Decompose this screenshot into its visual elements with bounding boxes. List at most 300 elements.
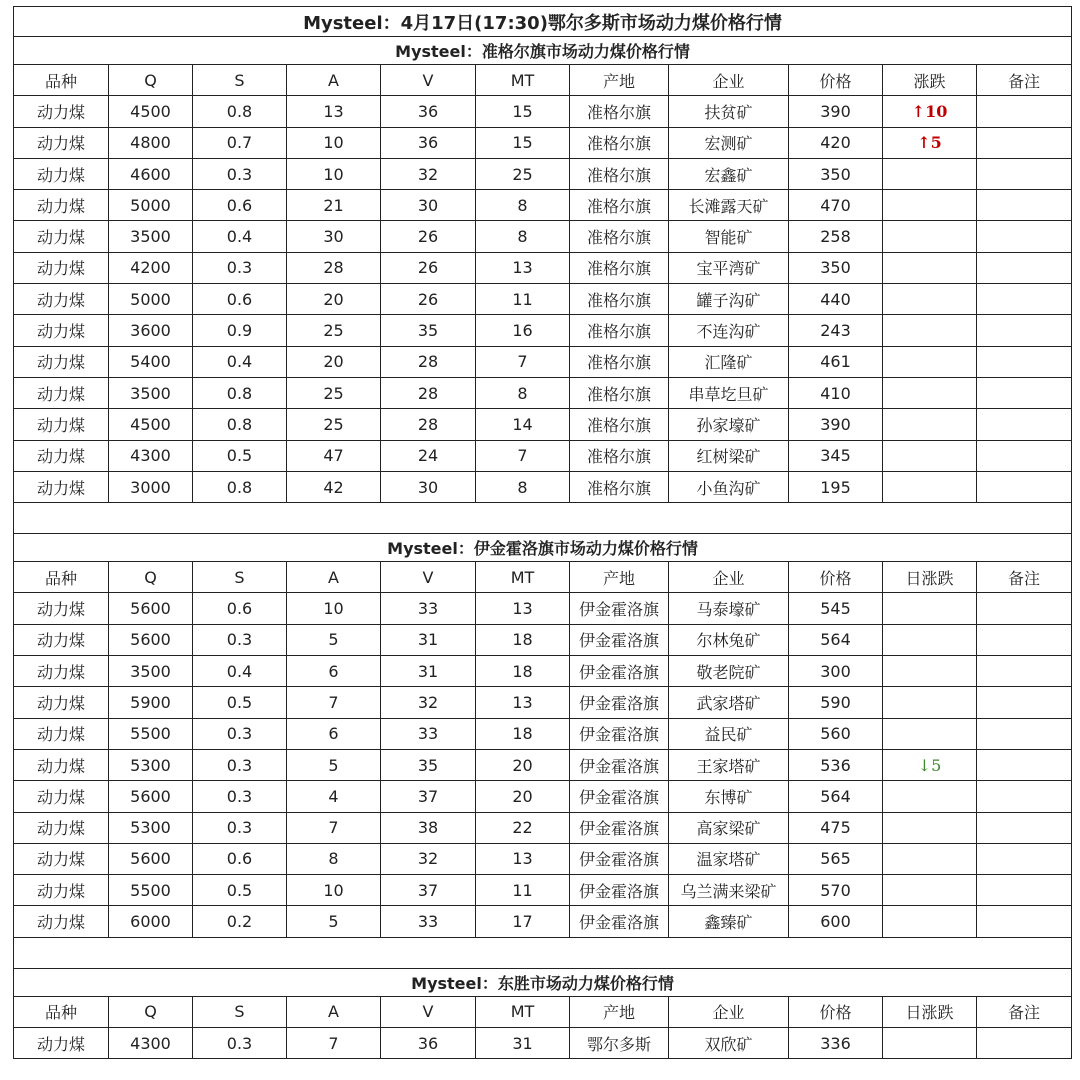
cell-origin: 鄂尔多斯 bbox=[570, 1028, 669, 1059]
cell-variety: 动力煤 bbox=[14, 190, 109, 221]
cell-variety: 动力煤 bbox=[14, 812, 109, 843]
table-row bbox=[14, 718, 1072, 749]
column-header-mt: MT bbox=[476, 996, 570, 1027]
column-header-a: A bbox=[287, 65, 381, 96]
cell-price: 545 bbox=[789, 593, 883, 624]
cell-a: 7 bbox=[287, 687, 381, 718]
cell-origin: 准格尔旗 bbox=[570, 190, 669, 221]
cell-origin: 伊金霍洛旗 bbox=[570, 781, 669, 812]
table-row bbox=[14, 843, 1072, 874]
cell-company: 乌兰满来梁矿 bbox=[669, 875, 789, 906]
column-header-change: 涨跌 bbox=[883, 65, 977, 96]
spacer-cell bbox=[14, 937, 1072, 968]
cell-variety: 动力煤 bbox=[14, 409, 109, 440]
column-header-s: S bbox=[193, 996, 287, 1027]
cell-mt: 18 bbox=[476, 656, 570, 687]
change-value: 5 bbox=[930, 133, 942, 153]
cell-variety: 动力煤 bbox=[14, 656, 109, 687]
table-row bbox=[14, 781, 1072, 812]
cell-variety: 动力煤 bbox=[14, 749, 109, 780]
column-header-s: S bbox=[193, 65, 287, 96]
cell-s: 0.9 bbox=[193, 315, 287, 346]
cell-a: 5 bbox=[287, 906, 381, 937]
table-row bbox=[14, 1028, 1072, 1059]
cell-v: 28 bbox=[381, 377, 476, 408]
cell-variety: 动力煤 bbox=[14, 315, 109, 346]
cell-price: 560 bbox=[789, 718, 883, 749]
cell-q: 5600 bbox=[109, 781, 193, 812]
cell-variety: 动力煤 bbox=[14, 718, 109, 749]
cell-mt: 7 bbox=[476, 440, 570, 471]
cell-remark bbox=[977, 812, 1072, 843]
cell-variety: 动力煤 bbox=[14, 221, 109, 252]
cell-price: 564 bbox=[789, 781, 883, 812]
cell-remark bbox=[977, 221, 1072, 252]
cell-a: 10 bbox=[287, 593, 381, 624]
cell-q: 3500 bbox=[109, 377, 193, 408]
column-header-origin: 产地 bbox=[570, 65, 669, 96]
cell-a: 5 bbox=[287, 624, 381, 655]
cell-change bbox=[883, 656, 977, 687]
cell-company: 双欣矿 bbox=[669, 1028, 789, 1059]
cell-v: 28 bbox=[381, 346, 476, 377]
cell-v: 33 bbox=[381, 593, 476, 624]
cell-a: 13 bbox=[287, 96, 381, 127]
cell-v: 33 bbox=[381, 718, 476, 749]
cell-origin: 准格尔旗 bbox=[570, 409, 669, 440]
cell-v: 35 bbox=[381, 749, 476, 780]
cell-origin: 伊金霍洛旗 bbox=[570, 906, 669, 937]
column-header-q: Q bbox=[109, 65, 193, 96]
cell-v: 38 bbox=[381, 812, 476, 843]
cell-mt: 8 bbox=[476, 190, 570, 221]
cell-v: 28 bbox=[381, 409, 476, 440]
cell-a: 21 bbox=[287, 190, 381, 221]
cell-v: 26 bbox=[381, 284, 476, 315]
section-title-row bbox=[14, 534, 1072, 562]
cell-change bbox=[883, 96, 977, 127]
column-header-company: 企业 bbox=[669, 996, 789, 1027]
table-row bbox=[14, 127, 1072, 158]
cell-q: 4800 bbox=[109, 127, 193, 158]
column-header-change: 日涨跌 bbox=[883, 996, 977, 1027]
cell-change bbox=[883, 875, 977, 906]
section-title-row bbox=[14, 968, 1072, 996]
cell-variety: 动力煤 bbox=[14, 158, 109, 189]
column-header-variety: 品种 bbox=[14, 65, 109, 96]
cell-v: 32 bbox=[381, 843, 476, 874]
cell-price: 350 bbox=[789, 252, 883, 283]
cell-v: 37 bbox=[381, 875, 476, 906]
cell-v: 36 bbox=[381, 1028, 476, 1059]
table-row bbox=[14, 221, 1072, 252]
cell-variety: 动力煤 bbox=[14, 781, 109, 812]
cell-s: 0.3 bbox=[193, 749, 287, 780]
cell-price: 461 bbox=[789, 346, 883, 377]
cell-remark bbox=[977, 624, 1072, 655]
column-header-a: A bbox=[287, 996, 381, 1027]
cell-origin: 伊金霍洛旗 bbox=[570, 749, 669, 780]
cell-q: 5500 bbox=[109, 875, 193, 906]
cell-company: 宏鑫矿 bbox=[669, 158, 789, 189]
cell-origin: 准格尔旗 bbox=[570, 284, 669, 315]
cell-mt: 13 bbox=[476, 593, 570, 624]
cell-s: 0.2 bbox=[193, 906, 287, 937]
cell-s: 0.3 bbox=[193, 781, 287, 812]
column-header-company: 企业 bbox=[669, 562, 789, 593]
cell-origin: 准格尔旗 bbox=[570, 315, 669, 346]
column-header-a: A bbox=[287, 562, 381, 593]
cell-q: 4600 bbox=[109, 158, 193, 189]
cell-a: 42 bbox=[287, 471, 381, 502]
cell-company: 不连沟矿 bbox=[669, 315, 789, 346]
cell-mt: 20 bbox=[476, 781, 570, 812]
cell-change bbox=[883, 593, 977, 624]
cell-variety: 动力煤 bbox=[14, 127, 109, 158]
cell-remark bbox=[977, 1028, 1072, 1059]
column-header-variety: 品种 bbox=[14, 562, 109, 593]
cell-mt: 11 bbox=[476, 284, 570, 315]
cell-remark bbox=[977, 440, 1072, 471]
cell-company: 王家塔矿 bbox=[669, 749, 789, 780]
cell-a: 47 bbox=[287, 440, 381, 471]
cell-mt: 8 bbox=[476, 471, 570, 502]
cell-remark bbox=[977, 749, 1072, 780]
cell-variety: 动力煤 bbox=[14, 284, 109, 315]
section-title: Mysteel：准格尔旗市场动力煤价格行情 bbox=[14, 37, 1072, 65]
cell-mt: 17 bbox=[476, 906, 570, 937]
cell-origin: 伊金霍洛旗 bbox=[570, 843, 669, 874]
cell-v: 24 bbox=[381, 440, 476, 471]
cell-mt: 7 bbox=[476, 346, 570, 377]
cell-price: 565 bbox=[789, 843, 883, 874]
cell-remark bbox=[977, 158, 1072, 189]
column-header-price: 价格 bbox=[789, 996, 883, 1027]
cell-v: 32 bbox=[381, 687, 476, 718]
cell-a: 20 bbox=[287, 346, 381, 377]
cell-s: 0.3 bbox=[193, 812, 287, 843]
cell-a: 30 bbox=[287, 221, 381, 252]
cell-price: 420 bbox=[789, 127, 883, 158]
cell-s: 0.3 bbox=[193, 1028, 287, 1059]
cell-company: 武家塔矿 bbox=[669, 687, 789, 718]
table-row bbox=[14, 906, 1072, 937]
column-header-remark: 备注 bbox=[977, 562, 1072, 593]
cell-change bbox=[883, 377, 977, 408]
column-header-v: V bbox=[381, 65, 476, 96]
column-header-v: V bbox=[381, 562, 476, 593]
cell-remark bbox=[977, 284, 1072, 315]
cell-price: 300 bbox=[789, 656, 883, 687]
cell-price: 336 bbox=[789, 1028, 883, 1059]
cell-q: 4300 bbox=[109, 1028, 193, 1059]
main-title-row bbox=[14, 7, 1072, 37]
column-header-v: V bbox=[381, 996, 476, 1027]
cell-company: 益民矿 bbox=[669, 718, 789, 749]
cell-change bbox=[883, 284, 977, 315]
cell-mt: 8 bbox=[476, 221, 570, 252]
cell-company: 扶贫矿 bbox=[669, 96, 789, 127]
cell-v: 37 bbox=[381, 781, 476, 812]
cell-company: 小鱼沟矿 bbox=[669, 471, 789, 502]
column-header-q: Q bbox=[109, 996, 193, 1027]
column-header-variety: 品种 bbox=[14, 996, 109, 1027]
table-row bbox=[14, 875, 1072, 906]
cell-remark bbox=[977, 781, 1072, 812]
cell-mt: 15 bbox=[476, 96, 570, 127]
cell-company: 长滩露天矿 bbox=[669, 190, 789, 221]
cell-company: 宏测矿 bbox=[669, 127, 789, 158]
cell-origin: 准格尔旗 bbox=[570, 252, 669, 283]
cell-remark bbox=[977, 190, 1072, 221]
cell-mt: 25 bbox=[476, 158, 570, 189]
cell-price: 410 bbox=[789, 377, 883, 408]
cell-s: 0.7 bbox=[193, 127, 287, 158]
column-header-change: 日涨跌 bbox=[883, 562, 977, 593]
cell-company: 智能矿 bbox=[669, 221, 789, 252]
table-row bbox=[14, 687, 1072, 718]
column-header-mt: MT bbox=[476, 65, 570, 96]
table-row bbox=[14, 377, 1072, 408]
cell-q: 4300 bbox=[109, 440, 193, 471]
cell-s: 0.6 bbox=[193, 593, 287, 624]
cell-q: 5600 bbox=[109, 843, 193, 874]
cell-remark bbox=[977, 843, 1072, 874]
cell-price: 600 bbox=[789, 906, 883, 937]
column-header-price: 价格 bbox=[789, 65, 883, 96]
cell-variety: 动力煤 bbox=[14, 875, 109, 906]
cell-company: 红树梁矿 bbox=[669, 440, 789, 471]
cell-change bbox=[883, 315, 977, 346]
cell-company: 尔林兔矿 bbox=[669, 624, 789, 655]
cell-a: 25 bbox=[287, 409, 381, 440]
cell-mt: 18 bbox=[476, 624, 570, 655]
change-value: 5 bbox=[931, 755, 942, 775]
cell-mt: 22 bbox=[476, 812, 570, 843]
cell-change bbox=[883, 221, 977, 252]
cell-origin: 准格尔旗 bbox=[570, 440, 669, 471]
cell-variety: 动力煤 bbox=[14, 377, 109, 408]
column-header-s: S bbox=[193, 562, 287, 593]
column-header-origin: 产地 bbox=[570, 562, 669, 593]
cell-remark bbox=[977, 346, 1072, 377]
cell-s: 0.4 bbox=[193, 221, 287, 252]
cell-v: 36 bbox=[381, 127, 476, 158]
cell-origin: 伊金霍洛旗 bbox=[570, 656, 669, 687]
cell-s: 0.5 bbox=[193, 875, 287, 906]
table-row bbox=[14, 252, 1072, 283]
cell-origin: 伊金霍洛旗 bbox=[570, 687, 669, 718]
cell-s: 0.3 bbox=[193, 718, 287, 749]
cell-a: 6 bbox=[287, 656, 381, 687]
header-row bbox=[14, 996, 1072, 1027]
cell-q: 5300 bbox=[109, 749, 193, 780]
cell-change bbox=[883, 190, 977, 221]
cell-variety: 动力煤 bbox=[14, 252, 109, 283]
cell-s: 0.6 bbox=[193, 284, 287, 315]
cell-origin: 准格尔旗 bbox=[570, 96, 669, 127]
column-header-price: 价格 bbox=[789, 562, 883, 593]
cell-q: 5600 bbox=[109, 593, 193, 624]
cell-q: 3500 bbox=[109, 656, 193, 687]
cell-s: 0.6 bbox=[193, 843, 287, 874]
cell-a: 4 bbox=[287, 781, 381, 812]
cell-q: 3600 bbox=[109, 315, 193, 346]
cell-a: 7 bbox=[287, 812, 381, 843]
price-table bbox=[13, 6, 1072, 1059]
cell-remark bbox=[977, 409, 1072, 440]
cell-change bbox=[883, 843, 977, 874]
cell-company: 孙家壕矿 bbox=[669, 409, 789, 440]
cell-origin: 伊金霍洛旗 bbox=[570, 624, 669, 655]
cell-mt: 14 bbox=[476, 409, 570, 440]
cell-variety: 动力煤 bbox=[14, 687, 109, 718]
cell-change bbox=[883, 812, 977, 843]
cell-q: 3500 bbox=[109, 221, 193, 252]
spacer-row bbox=[14, 503, 1072, 534]
cell-q: 5300 bbox=[109, 812, 193, 843]
cell-price: 345 bbox=[789, 440, 883, 471]
arrow-down-icon: ↓ bbox=[917, 755, 932, 775]
cell-variety: 动力煤 bbox=[14, 843, 109, 874]
cell-price: 536 bbox=[789, 749, 883, 780]
table-row bbox=[14, 656, 1072, 687]
cell-origin: 准格尔旗 bbox=[570, 221, 669, 252]
cell-change bbox=[883, 440, 977, 471]
cell-origin: 伊金霍洛旗 bbox=[570, 812, 669, 843]
cell-a: 6 bbox=[287, 718, 381, 749]
column-header-origin: 产地 bbox=[570, 996, 669, 1027]
cell-v: 36 bbox=[381, 96, 476, 127]
cell-a: 25 bbox=[287, 377, 381, 408]
table-row bbox=[14, 471, 1072, 502]
cell-s: 0.8 bbox=[193, 471, 287, 502]
cell-company: 东博矿 bbox=[669, 781, 789, 812]
cell-q: 5400 bbox=[109, 346, 193, 377]
cell-remark bbox=[977, 718, 1072, 749]
cell-company: 高家梁矿 bbox=[669, 812, 789, 843]
cell-s: 0.4 bbox=[193, 346, 287, 377]
column-header-q: Q bbox=[109, 562, 193, 593]
cell-v: 31 bbox=[381, 624, 476, 655]
header-row bbox=[14, 562, 1072, 593]
cell-change bbox=[883, 718, 977, 749]
cell-price: 243 bbox=[789, 315, 883, 346]
cell-company: 温家塔矿 bbox=[669, 843, 789, 874]
cell-change bbox=[883, 781, 977, 812]
cell-origin: 准格尔旗 bbox=[570, 158, 669, 189]
cell-remark bbox=[977, 96, 1072, 127]
cell-s: 0.3 bbox=[193, 624, 287, 655]
cell-remark bbox=[977, 875, 1072, 906]
table-row bbox=[14, 346, 1072, 377]
cell-mt: 11 bbox=[476, 875, 570, 906]
cell-variety: 动力煤 bbox=[14, 1028, 109, 1059]
cell-variety: 动力煤 bbox=[14, 346, 109, 377]
cell-company: 敬老院矿 bbox=[669, 656, 789, 687]
cell-mt: 13 bbox=[476, 252, 570, 283]
cell-change bbox=[883, 252, 977, 283]
cell-v: 35 bbox=[381, 315, 476, 346]
cell-v: 30 bbox=[381, 471, 476, 502]
cell-remark bbox=[977, 127, 1072, 158]
cell-remark bbox=[977, 252, 1072, 283]
cell-price: 440 bbox=[789, 284, 883, 315]
cell-s: 0.3 bbox=[193, 252, 287, 283]
cell-variety: 动力煤 bbox=[14, 471, 109, 502]
cell-remark bbox=[977, 593, 1072, 624]
cell-origin: 伊金霍洛旗 bbox=[570, 875, 669, 906]
cell-a: 10 bbox=[287, 127, 381, 158]
cell-q: 5600 bbox=[109, 624, 193, 655]
cell-origin: 准格尔旗 bbox=[570, 127, 669, 158]
cell-mt: 18 bbox=[476, 718, 570, 749]
cell-a: 5 bbox=[287, 749, 381, 780]
cell-a: 25 bbox=[287, 315, 381, 346]
price-document bbox=[13, 6, 1071, 1059]
cell-v: 26 bbox=[381, 252, 476, 283]
cell-q: 3000 bbox=[109, 471, 193, 502]
cell-price: 350 bbox=[789, 158, 883, 189]
cell-v: 32 bbox=[381, 158, 476, 189]
cell-company: 罐子沟矿 bbox=[669, 284, 789, 315]
cell-origin: 准格尔旗 bbox=[570, 471, 669, 502]
cell-origin: 伊金霍洛旗 bbox=[570, 718, 669, 749]
cell-q: 4500 bbox=[109, 409, 193, 440]
table-row bbox=[14, 190, 1072, 221]
table-row bbox=[14, 284, 1072, 315]
cell-company: 串草圪旦矿 bbox=[669, 377, 789, 408]
cell-price: 570 bbox=[789, 875, 883, 906]
cell-q: 4500 bbox=[109, 96, 193, 127]
cell-q: 6000 bbox=[109, 906, 193, 937]
cell-remark bbox=[977, 315, 1072, 346]
cell-v: 26 bbox=[381, 221, 476, 252]
table-row bbox=[14, 315, 1072, 346]
cell-a: 7 bbox=[287, 1028, 381, 1059]
cell-s: 0.8 bbox=[193, 96, 287, 127]
cell-remark bbox=[977, 906, 1072, 937]
cell-origin: 伊金霍洛旗 bbox=[570, 593, 669, 624]
cell-variety: 动力煤 bbox=[14, 440, 109, 471]
cell-q: 5000 bbox=[109, 284, 193, 315]
cell-variety: 动力煤 bbox=[14, 96, 109, 127]
cell-v: 30 bbox=[381, 190, 476, 221]
cell-s: 0.8 bbox=[193, 409, 287, 440]
cell-mt: 15 bbox=[476, 127, 570, 158]
cell-q: 5900 bbox=[109, 687, 193, 718]
cell-variety: 动力煤 bbox=[14, 624, 109, 655]
cell-mt: 13 bbox=[476, 687, 570, 718]
table-row bbox=[14, 96, 1072, 127]
cell-price: 590 bbox=[789, 687, 883, 718]
cell-price: 470 bbox=[789, 190, 883, 221]
cell-change bbox=[883, 687, 977, 718]
cell-company: 汇隆矿 bbox=[669, 346, 789, 377]
cell-remark bbox=[977, 377, 1072, 408]
cell-q: 4200 bbox=[109, 252, 193, 283]
table-row bbox=[14, 593, 1072, 624]
section-title: Mysteel：东胜市场动力煤价格行情 bbox=[14, 968, 1072, 996]
cell-change bbox=[883, 409, 977, 440]
cell-q: 5500 bbox=[109, 718, 193, 749]
cell-change bbox=[883, 471, 977, 502]
cell-mt: 13 bbox=[476, 843, 570, 874]
cell-a: 20 bbox=[287, 284, 381, 315]
cell-a: 10 bbox=[287, 875, 381, 906]
cell-variety: 动力煤 bbox=[14, 593, 109, 624]
table-row bbox=[14, 624, 1072, 655]
